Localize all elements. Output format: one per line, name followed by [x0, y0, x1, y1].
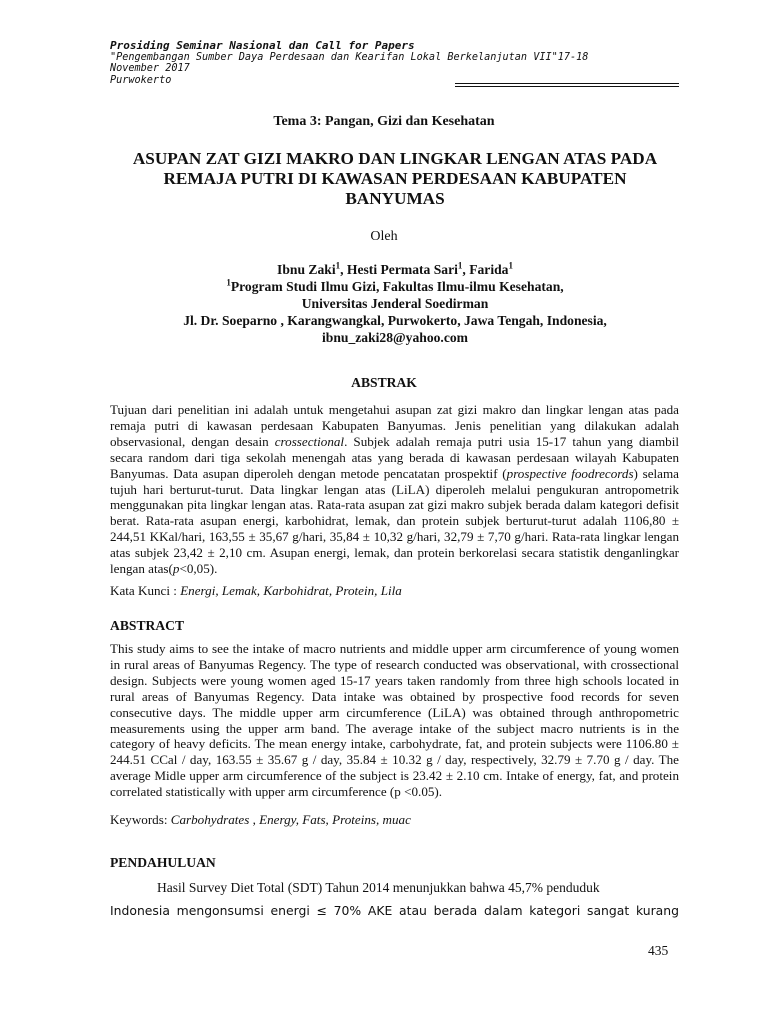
keywords-label: Kata Kunci :	[110, 583, 181, 598]
author-email: ibnu_zaki28@yahoo.com	[322, 330, 468, 345]
proceedings-header	[110, 40, 680, 86]
affiliation-marker: 1	[335, 260, 341, 271]
abstrak-heading: ABSTRAK	[351, 375, 417, 390]
intro-line: Hasil Survey Diet Total (SDT) Tahun 2014 menunjukkan bahwa 45,7% penduduk	[157, 880, 600, 895]
abstrak-text: <0,05).	[179, 561, 218, 577]
paper-title	[110, 149, 680, 209]
keywords-list: Energi, Lemak, Karbohidrat, Protein, Lila	[180, 583, 402, 598]
author-name: Farida	[469, 262, 509, 277]
abstrak-emphasis: crossectional	[274, 433, 345, 449]
affiliation-marker: 1	[508, 260, 513, 271]
by-label: Oleh	[370, 229, 398, 244]
keywords	[110, 812, 679, 828]
paper-title-line: ASUPAN ZAT GIZI MAKRO DAN LINGKAR LENGAN ATAS PADA	[132, 149, 658, 168]
abstrak-emphasis: prospective foodrecords	[506, 465, 634, 481]
keywords-label: Keywords:	[110, 812, 171, 827]
proceedings-location: Purwokerto	[110, 74, 172, 86]
author-name: Hesti Permata Sari	[346, 262, 458, 277]
kata-kunci	[110, 583, 679, 599]
intro-body	[110, 876, 679, 922]
paper-title-line: REMAJA PUTRI DI KAWASAN PERDESAAN KABUPATEN	[163, 169, 627, 188]
proceedings-theme: "Pengembangan Sumber Daya Perdesaan dan Kearifan Lokal Berkelanjutan VII"17-18	[110, 51, 589, 63]
theme-label: Tema 3: Pangan, Gizi dan Kesehatan	[273, 114, 495, 129]
abstrak-emphasis: p	[172, 561, 180, 577]
affiliation-address: Jl. Dr. Soeparno , Karangwangkal, Purwokerto, Jawa Tengah, Indonesia,	[183, 313, 607, 328]
keywords-list: Carbohydrates , Energy, Fats, Proteins, muac	[170, 812, 411, 827]
author-separator: ,	[462, 262, 470, 277]
author-block	[110, 261, 680, 346]
affiliation-university: Universitas Jenderal Soedirman	[301, 296, 489, 311]
abstrak-text: . Subjek adalah remaja putri usia 15-17 tahun yang diambil secara random dari tiga sekolah menengah atas yang berada di kawasan perdesaan wilayah Kabupaten Banyumas. Data asupan diperoleh dengan metode pencatatan prospektif (	[110, 433, 679, 481]
header-rule-double	[455, 86, 679, 87]
header-rule	[455, 83, 679, 84]
proceedings-date: November 2017	[110, 63, 190, 74]
affiliation-line	[110, 278, 680, 295]
author-names	[110, 261, 680, 278]
intro-line: Indonesia mengonsumsi energi ≤ 70% AKE atau berada dalam kategori sangat kurang	[110, 903, 679, 918]
affiliation-marker: 1	[457, 260, 463, 271]
proceedings-title: Prosiding Seminar Nasional dan Call for Papers	[110, 39, 415, 52]
paper-title-line: BANYUMAS	[345, 189, 445, 208]
abstract-body: This study aims to see the intake of macro nutrients and middle upper arm circumference of young women in rural areas of Banyumas Regency. The type of research conducted was observational, with crossectional design. Subjects were young women aged 15-17 years taken randomly from three high schools located in rural areas of Banyumas Regency. Data intake was obtained by prospective food records for seven consecutive days. The middle upper arm circumference (LiLA) was obtained through anthropometric measurements using the upper arm band. The average intake of the subject macro nutrients is in the category of heavy deficits. The mean energy intake, carbohydrate, fat, and protein subjects were 1106.80 ± 244.51 CCal / day, 163.55 ± 35.67 g / day, 35.84 ± 10.32 g / day, respectively, 32.79 ± 7.70 g / day. The average Midle upper arm circumference of the subject is 23.42 ± 2.10 cm. Intake of energy, fat, and protein correlated statistically with upper arm circumference (p <0.05).	[110, 641, 679, 800]
author-separator: ,	[340, 262, 347, 277]
affiliation-marker: 1	[226, 277, 231, 288]
abstrak-text: Tujuan dari penelitian ini adalah untuk mengetahui asupan zat gizi makro dan lingkar lengan atas pada remaja putri di kawasan perdesaan Kabupaten Banyumas. Jenis penelitian yang dilakukan adalah observasional, dengan desain	[110, 402, 679, 449]
author-name: Ibnu Zaki	[277, 262, 336, 277]
abstrak-text: ) selama tujuh hari berturut-turut. Data lingkar lengan atas (LiLA) diperoleh melalui pengukuran antropometrik menggunakan pita lingkar lengan atas. Rata-rata asupan zat gizi makro subjek berada dalam kategori defisit berat. Rata-rata asupan energi, karbohidrat, lemak, dan protein subjek berturut-turut adalah 1106,80 ± 244,51 KKal/hari, 163,55 ± 35,67 g/hari, 35,84 ± 10,32 g/hari, 32,79 ± 7,70 g/hari. Rata-rata lingkar lengan atas subjek 23,42 ± 2,10 cm. Asupan energi, lemak, dan protein berkorelasi secara statistik denganlingkar lengan atas(	[110, 465, 679, 577]
affiliation-department: Program Studi Ilmu Gizi, Fakultas Ilmu-ilmu Kesehatan,	[230, 279, 564, 294]
abstract-heading: ABSTRACT	[110, 618, 185, 633]
pendahuluan-heading: PENDAHULUAN	[110, 855, 216, 870]
abstrak-body	[110, 402, 679, 577]
page-number: 435	[648, 943, 669, 958]
